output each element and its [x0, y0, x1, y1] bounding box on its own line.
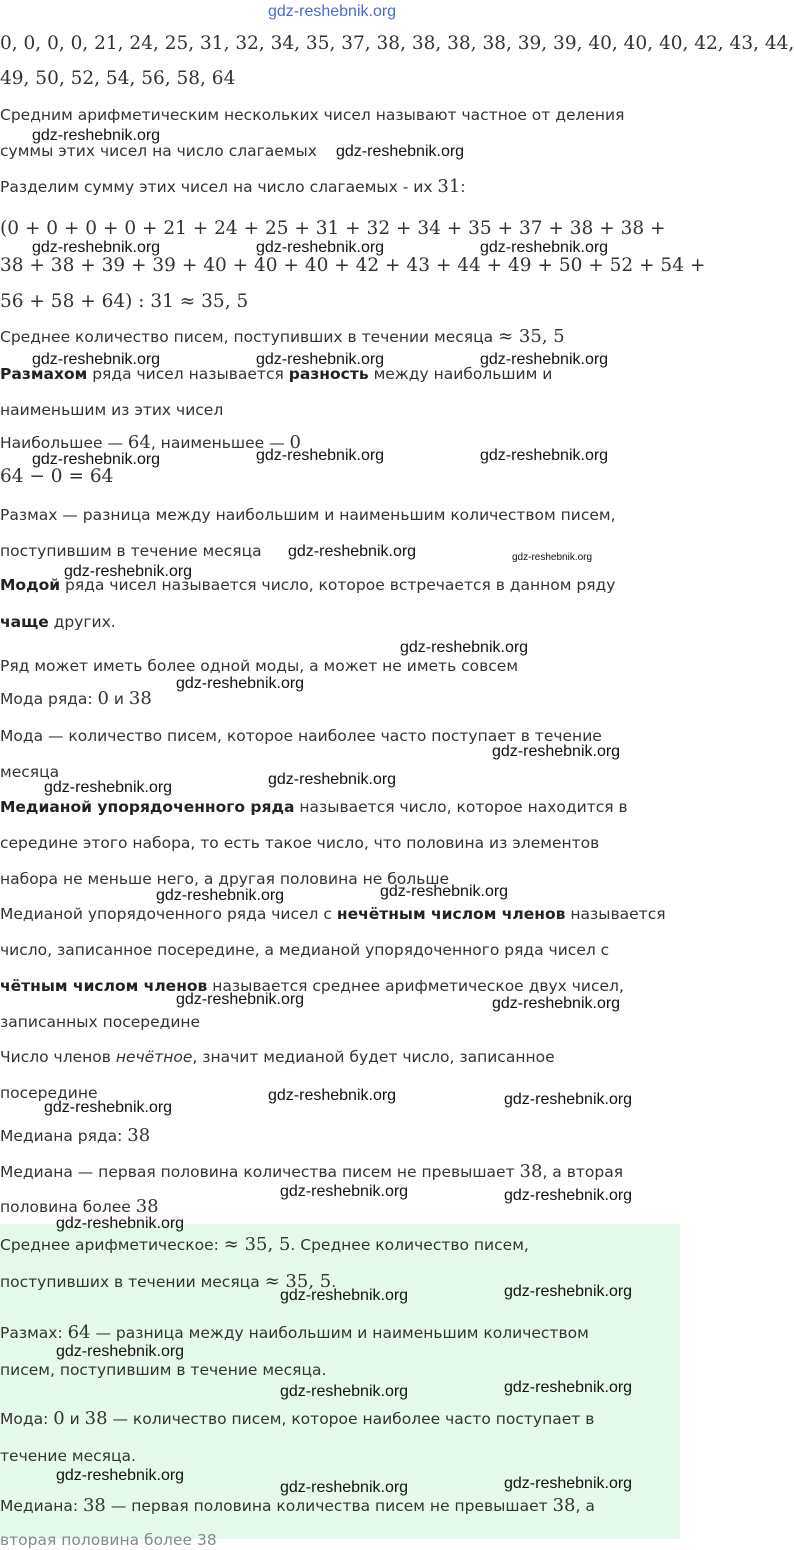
watermark: gdz-reshebnik.org [492, 995, 621, 1012]
watermark: gdz-reshebnik.org [32, 127, 161, 144]
median-text-line-1: Медиана — первая половина количества писем не превышает 38, а вторая [0, 1161, 624, 1182]
watermark: gdz-reshebnik.org [44, 779, 173, 796]
watermark: gdz-reshebnik.org [480, 351, 609, 368]
watermark: gdz-reshebnik.org [400, 639, 529, 656]
data-series-line-1: 0, 0, 0, 0, 21, 24, 25, 31, 32, 34, 35, 37, 38, 38, 38, 38, 39, 39, 40, 40, 40, 42, 43, 44, [0, 33, 794, 54]
answer-median-line-1: Медиана: 38 — первая половина количества писем не превышает 38, а [0, 1495, 595, 1516]
median-rule-line-4: записанных посередине [0, 1013, 201, 1031]
median-rule-line-3: чётным числом членов называется среднее арифметическое двух чисел, [0, 977, 624, 995]
site-watermark: gdz-reshebnik.org [268, 3, 397, 20]
watermark: gdz-reshebnik.org [480, 447, 609, 464]
mean-definition-line-1: Средним арифметическим нескольких чисел называют частное от деления [0, 106, 625, 124]
divide-text: Разделим сумму этих чисел на число слагаемых - их 31: [0, 176, 466, 197]
watermark: gdz-reshebnik.org [256, 447, 385, 464]
mode-note: Ряд может иметь более одной моды, а может не иметь совсем [0, 657, 519, 675]
watermark: gdz-reshebnik.org [336, 143, 465, 160]
watermark: gdz-reshebnik.org [288, 543, 417, 560]
median-text-line-2: половина более 38 [0, 1196, 159, 1217]
watermark: gdz-reshebnik.org [268, 771, 397, 788]
watermark: gdz-reshebnik.org [44, 1099, 173, 1116]
mode-definition-line-2: чаще других. [0, 613, 116, 631]
watermark: gdz-reshebnik.org [480, 239, 609, 256]
range-definition-line-1: Размахом ряда чисел называется разность между наибольшим и [0, 365, 553, 383]
watermark: gdz-reshebnik.org [504, 1379, 633, 1396]
range-text-line-2: поступившим в течение месяца [0, 542, 262, 560]
answer-median-line-2: вторая половина более 38 [0, 1531, 217, 1549]
answer-range-line-1: Размах: 64 — разница между наибольшим и наименьшим количеством [0, 1322, 589, 1343]
sum-line-1: (0 + 0 + 0 + 0 + 21 + 24 + 25 + 31 + 32 + 34 + 35 + 37 + 38 + 38 + [0, 218, 666, 239]
sum-line-3: 56 + 58 + 64) : 31 ≈ 35, 5 [0, 291, 249, 312]
range-text-line-1: Размах — разница между наибольшим и наименьшим количеством писем, [0, 506, 616, 524]
watermark: gdz-reshebnik.org [56, 1343, 185, 1360]
watermark: gdz-reshebnik.org [504, 1091, 633, 1108]
watermark: gdz-reshebnik.org [492, 743, 621, 760]
watermark: gdz-reshebnik.org [176, 991, 305, 1008]
mode-definition-line-1: Модой ряда чисел называется число, которое встречается в данном ряду [0, 576, 616, 594]
watermark: gdz-reshebnik.org [268, 1087, 397, 1104]
answer-mode-line-1: Мода: 0 и 38 — количество писем, которое наиболее часто поступает в [0, 1408, 595, 1429]
data-series-line-2: 49, 50, 52, 54, 56, 58, 64 [0, 68, 236, 89]
watermark: gdz-reshebnik.org [64, 563, 193, 580]
range-calculation: 64 − 0 = 64 [0, 466, 114, 487]
watermark: gdz-reshebnik.org [280, 1479, 409, 1496]
watermark: gdz-reshebnik.org [32, 451, 161, 468]
median-series: Медиана ряда: 38 [0, 1125, 151, 1146]
watermark: gdz-reshebnik.org [280, 1287, 409, 1304]
watermark: gdz-reshebnik.org [256, 239, 385, 256]
watermark: gdz-reshebnik.org [504, 1283, 633, 1300]
mean-result: Среднее количество писем, поступивших в течении месяца ≈ 35, 5 [0, 326, 565, 347]
watermark: gdz-reshebnik.org [380, 883, 509, 900]
watermark: gdz-reshebnik.org [56, 1467, 185, 1484]
mode-series: Мода ряда: 0 и 38 [0, 688, 152, 709]
median-rule-line-1: Медианой упорядоченного ряда чисел с нечётным числом членов называется [0, 905, 666, 923]
watermark: gdz-reshebnik.org [280, 1183, 409, 1200]
median-rule-line-2: число, записанное посередине, а медианой упорядоченного ряда чисел с [0, 941, 610, 959]
mode-text-line-2: месяца [0, 763, 60, 781]
watermark: gdz-reshebnik.org [176, 675, 305, 692]
answer-mean-line-2: поступивших в течении месяца ≈ 35, 5. [0, 1271, 337, 1292]
odd-count-line-1: Число членов нечётное, значит медианой будет число, записанное [0, 1048, 555, 1066]
watermark: gdz-reshebnik.org [280, 1383, 409, 1400]
answer-range-line-2: писем, поступившим в течение месяца. [0, 1361, 327, 1379]
answer-mode-line-2: течение месяца. [0, 1447, 136, 1465]
odd-count-line-2: посередине [0, 1084, 98, 1102]
mean-definition-line-2: суммы этих чисел на число слагаемых [0, 142, 317, 160]
watermark: gdz-reshebnik.org [32, 351, 161, 368]
answer-mean-line-1: Среднее арифметическое: ≈ 35, 5. Среднее количество писем, [0, 1234, 529, 1255]
watermark: gdz-reshebnik.org [156, 887, 285, 904]
median-definition-line-1: Медианой упорядоченного ряда называется число, которое находится в [0, 798, 628, 816]
watermark: gdz-reshebnik.org [32, 239, 161, 256]
range-definition-line-2: наименьшим из этих чисел [0, 401, 224, 419]
watermark: gdz-reshebnik.org [56, 1215, 185, 1232]
sum-line-2: 38 + 38 + 39 + 39 + 40 + 40 + 40 + 42 + 43 + 44 + 49 + 50 + 52 + 54 + [0, 255, 706, 276]
median-definition-line-2: середине этого набора, то есть такое число, что половина из элементов [0, 834, 600, 852]
mode-text-line-1: Мода — количество писем, которое наиболее часто поступает в течение [0, 727, 602, 745]
median-definition-line-3: набора не меньше него, а другая половина не больше [0, 870, 450, 888]
max-min: Наибольшее — 64, наименьшее — 0 [0, 432, 301, 453]
watermark: gdz-reshebnik.org [504, 1475, 633, 1492]
watermark: gdz-reshebnik.org [512, 552, 593, 563]
watermark: gdz-reshebnik.org [256, 351, 385, 368]
watermark: gdz-reshebnik.org [504, 1187, 633, 1204]
